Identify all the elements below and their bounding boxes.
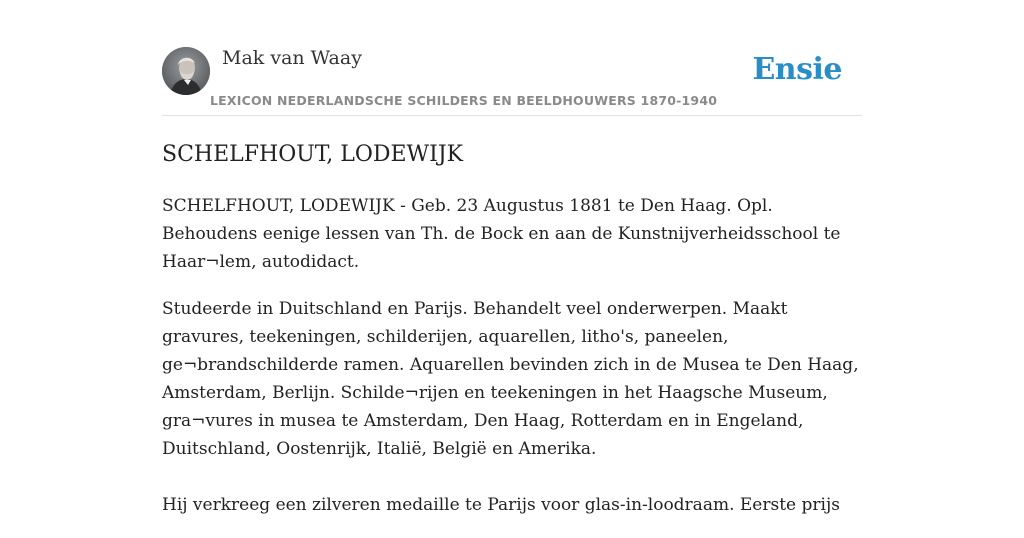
author-avatar[interactable] xyxy=(162,47,210,95)
lexicon-subtitle[interactable]: LEXICON NEDERLANDSCHE SCHILDERS EN BEELDHOUWERS 1870-1940 xyxy=(210,93,718,108)
author-name[interactable]: Mak van Waay xyxy=(222,47,362,69)
portrait-icon xyxy=(162,47,210,95)
article-body xyxy=(162,192,862,538)
article-title: SCHELFHOUT, LODEWIJK xyxy=(162,142,464,167)
page-container xyxy=(162,0,862,515)
article-paragraph: Studeerde in Duitschland en Parijs. Behandelt veel onderwerpen. Maakt gravures, teekeningen, schilderijen, aquarellen, litho's, paneelen, ge¬brandschilderde ramen. Aquarellen bevinden zich in de Musea te Den Haag, Amsterdam, Berlijn. Schilde¬rijen en teekeningen in het Haagsche Museum, gra¬vures in musea te Amsterdam, Den Haag, Rotterdam en in Engeland, Duitschland, Oostenrijk, Italië, België en Amerika. xyxy=(162,299,859,459)
ensie-logo[interactable]: Ensie xyxy=(752,52,842,87)
page-header xyxy=(162,0,862,116)
article-paragraph: Hij verkreeg een zilveren medaille te Parijs voor glas-in-loodraam. Eerste prijs xyxy=(162,495,840,515)
article-paragraph: SCHELFHOUT, LODEWIJK - Geb. 23 Augustus 1881 te Den Haag. Opl. Behoudens eenige lessen van Th. de Bock en aan de Kunstnijverheidsschool te Haar¬lem, autodidact. xyxy=(162,196,841,272)
